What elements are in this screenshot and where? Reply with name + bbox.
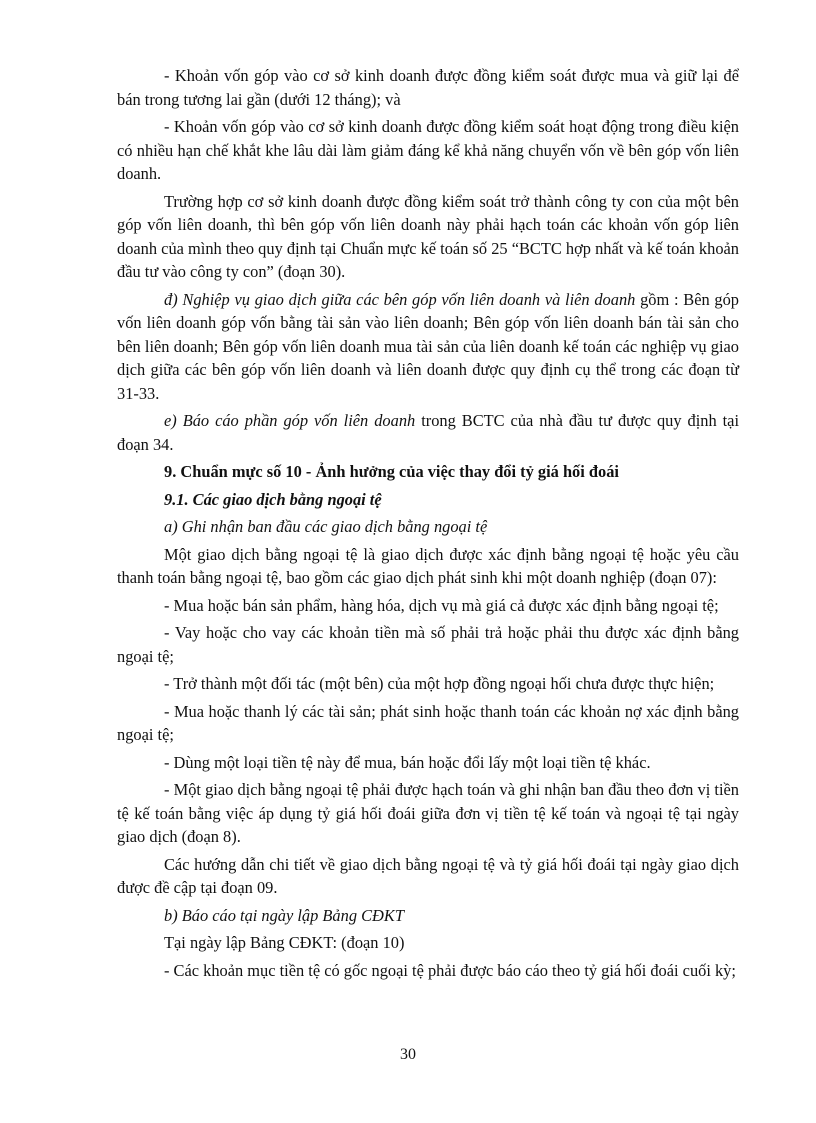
paragraph-text: trong BCTC của nhà đầu tư được quy định tại đoạn 34. [117,411,740,454]
paragraph: - Trở thành một đối tác (một bên) của một hợp đồng ngoại hối chưa được thực hiện; [164,674,715,693]
paragraph: - Mua hoặc bán sản phẩm, hàng hóa, dịch vụ mà giá cả được xác định bằng ngoại tệ; [164,595,719,615]
page-number: 30 [400,1046,416,1063]
paragraph: - Khoản vốn góp vào cơ sở kinh doanh được đồng kiểm soát được mua và giữ lại để bán trong tương lai gần (dưới 12 tháng); và [117,66,739,109]
italic-heading: a) Ghi nhận ban đầu các giao dịch bằng ngoại tệ [164,517,488,536]
paragraph [117,409,739,456]
subsection-heading: 9.1. Các giao dịch bằng ngoại tệ [164,489,382,509]
paragraph [117,288,739,406]
paragraph: - Một giao dịch bằng ngoại tệ phải được hạch toán và ghi nhận ban đầu theo đơn vị tiền tệ kế toán bằng việc áp dụng tỷ giá hối đoái giữa đơn vị tiền tệ kế toán và ngoại tệ tại ngày giao dịch (đoạn 8). [117,780,739,846]
italic-lead: e) Báo cáo phần góp vốn liên doanh [164,411,416,430]
paragraph: Trường hợp cơ sở kinh doanh được đồng kiểm soát trở thành công ty con của một bên góp vốn liên doanh, thì bên góp vốn liên doanh này phải hạch toán các khoản vốn góp liên doanh của mình theo quy định tại Chuẩn mực kế toán số 25 “BCTC hợp nhất và kế toán khoản đầu tư vào công ty con” (đoạn 30). [117,191,739,281]
document-body [117,64,739,986]
paragraph: Các hướng dẫn chi tiết về giao dịch bằng ngoại tệ và tỷ giá hối đoái tại ngày giao dịch được đề cập tại đoạn 09. [117,854,739,897]
paragraph: - Mua hoặc thanh lý các tài sản; phát sinh hoặc thanh toán các khoản nợ xác định bằng ngoại tệ; [117,701,739,744]
paragraph: - Dùng một loại tiền tệ này để mua, bán hoặc đổi lấy một loại tiền tệ khác. [164,752,651,772]
paragraph: - Các khoản mục tiền tệ có gốc ngoại tệ phải được báo cáo theo tỷ giá hối đoái cuối kỳ; [164,960,736,980]
italic-lead: đ) Nghiệp vụ giao dịch giữa các bên góp vốn liên doanh và liên doanh [164,289,636,309]
italic-heading: b) Báo cáo tại ngày lập Bảng CĐKT [164,905,404,925]
paragraph: - Vay hoặc cho vay các khoản tiền mà số phải trả hoặc phải thu được xác định bằng ngoại tệ; [117,623,739,666]
section-heading: 9. Chuẩn mực số 10 - Ảnh hưởng của việc thay đổi tỷ giá hối đoái [164,462,619,481]
paragraph: Tại ngày lập Bảng CĐKT: (đoạn 10) [164,933,405,952]
paragraph: Một giao dịch bằng ngoại tệ là giao dịch được xác định bằng ngoại tệ hoặc yêu cầu thanh toán bằng ngoại tệ, bao gồm các giao dịch phát sinh khi một doanh nghiệp (đoạn 07): [117,544,739,587]
paragraph-text: gồm : Bên góp vốn liên doanh góp vốn bằng tài sản vào liên doanh; Bên góp vốn liên doanh bán tài sản cho bên liên doanh; Bên góp vốn liên doanh mua tài sản của liên doanh kế toán các nghiệp vụ giao dịch giữa các bên góp vốn liên doanh và liên doanh được quy định cụ thể trong các đoạn từ 31-33. [117,289,739,403]
paragraph: - Khoản vốn góp vào cơ sở kinh doanh được đồng kiểm soát hoạt động trong điều kiện có nhiều hạn chế khắt khe lâu dài làm giảm đáng kể khả năng chuyển vốn về bên góp vốn liên doanh. [117,117,739,183]
